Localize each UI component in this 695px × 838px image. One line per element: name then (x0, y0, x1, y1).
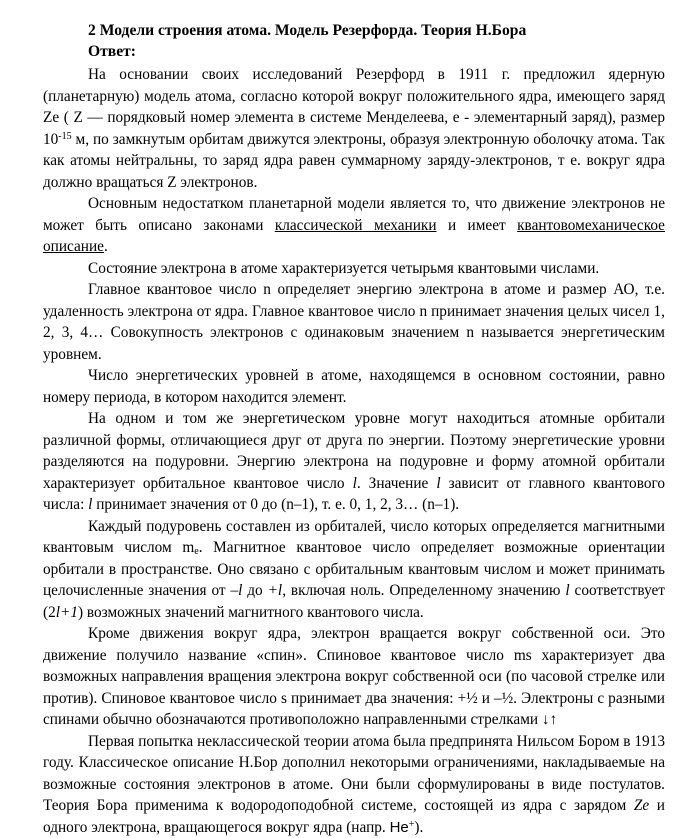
text-run: м, по замкнутым орбитам движутся электроны, образуя электронную оболочку атома. Так как атомы нейтральны, то заряд ядра равен суммарному заряду-электронов, т е. вокруг ядра должно вращаться Z электронов. (43, 131, 665, 191)
text-run: На основании своих исследований Резерфорд в 1911 г. предложил ядерную (планетарную) модель атома, согласно которой вокруг положительного ядра, имеющего заряд Ze ( Z — порядковый номер элемента в системе Менделеева, е - элементарный заряд), размер 10 (43, 66, 665, 148)
paragraph-spin: Кроме движения вокруг ядра, электрон вращается вокруг собственной оси. Это движение получило название «спин». Спиновое квантовое число ms характеризует два возможных направления вращения электрона вокруг собственной оси (по часовой стрелке или против). Спиновое квантовое число s принимает два значения: +½ и –½. Электроны с разными спинами обычно обозначаются противоположно направленными стрелками ↓↑ (43, 623, 665, 731)
exponent: -15 (58, 131, 71, 142)
symbol-l: l (353, 475, 357, 492)
subscript: e (194, 546, 198, 557)
paragraph-orbital-number (43, 408, 665, 516)
text-run: и имеет (437, 217, 518, 234)
symbol-l: l (436, 475, 440, 492)
text-run: ). (414, 819, 423, 836)
text-run: Каждый подуровень составлен из орбиталей, число которых определяется магнитными квантовым числом m (43, 518, 665, 557)
classical-mechanics-link[interactable]: классической механики (275, 217, 437, 234)
section-title: 2 Модели строения атома. Модель Резерфорда. Теория Н.Бора (88, 22, 526, 40)
text-run: На одном и том же энергетическом уровне могут находиться атомные орбитали различной формы, отличающиеся друг от друга по энергии. Поэтому энергетические уровни разделяются на подуровни. Энергию электрона на подуровне и форму атомной орбитали характеризует орбитальное квантовое число (43, 410, 665, 492)
symbol-l: l (565, 582, 569, 599)
text-run: Первая попытка неклассической теории атома была предпринята Нильсом Бором в 1913 году. Классическое описание Н.Бор дополнил некоторыми ограничениями, накладываемые на возможные состояния электронов в атоме. Они были сформулированы в виде постулатов. Теория Бора применима к водородоподобной системе, состоящей из ядра с зарядом (43, 733, 665, 815)
text-run: принимает значения от 0 до (n–1), т. е. 0, 1, 2, 3… (n–1). (92, 496, 459, 513)
answer-label: Ответ: (88, 43, 136, 61)
text-run: до (242, 582, 267, 599)
symbol-l: l (88, 496, 92, 513)
text-run: . (104, 238, 108, 255)
paragraph-principal-number: Главное квантовое число n определяет энергию электрона в атоме и размер АО, т.е. удаленность электрона от ядра. Главное квантовое число n принимает значения целых чисел 1, 2, 3, 4… Совокупность электронов с одинаковым значением n называется энергетическим уровнем. (43, 279, 665, 365)
text-run: , включая ноль. Определенному значению (282, 582, 565, 599)
paragraph-energy-levels: Число энергетических уровней в атоме, находящемся в основном состоянии, равно номеру периода, в котором находится элемент. (43, 365, 665, 408)
paragraph-magnetic-number (43, 516, 665, 624)
quantum-description-link[interactable]: квантовомеханическое описание (43, 217, 665, 256)
text-run: Основным недостатком планетарной модели является то, что движение электронов не может быть описано законами (43, 195, 665, 234)
paragraph-rutherford-model (43, 64, 665, 193)
text-run: . Магнитное квантовое число определяет возможные ориентации орбитали в пространстве. Оно связано с орбитальным квантовым числом и может принимать целочисленные значения от (43, 539, 665, 599)
text-run: зависит от главного квантового числа: (43, 475, 665, 514)
text-run: соответствует (2 (43, 582, 665, 621)
paragraph-model-drawback (43, 193, 665, 258)
charge-superscript: + (409, 819, 415, 830)
symbol-ze: Ze (634, 797, 649, 814)
symbol-plus-l: +l (268, 582, 283, 599)
text-run: и одного электрона, вращающегося вокруг ядра (напр. (43, 797, 665, 836)
helium-ion-symbol: He (390, 819, 409, 836)
body-text (43, 64, 665, 838)
text-run: ) возможных значений магнитного квантового числа. (78, 604, 424, 621)
text-run: . Значение (357, 475, 437, 492)
symbol-minus-l: –l (230, 582, 242, 599)
paragraph-quantum-numbers: Состояние электрона в атоме характеризуется четырьмя квантовыми числами. (43, 258, 665, 280)
symbol-2l-plus-1: l+1 (56, 604, 78, 621)
paragraph-bohr-theory (43, 731, 665, 838)
